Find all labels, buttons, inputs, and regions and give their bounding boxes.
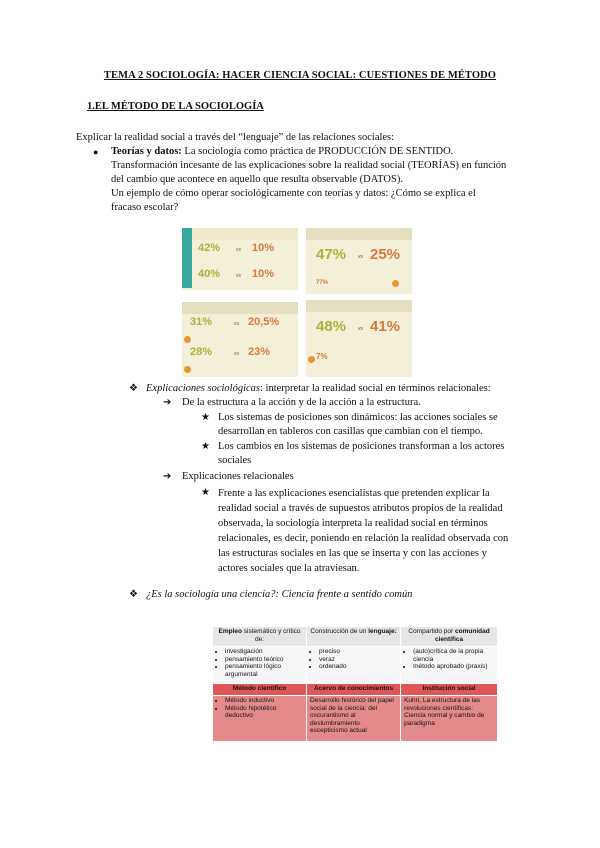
star-item <box>218 486 538 576</box>
stat-value: 42% <box>198 242 221 254</box>
list-item: • veraz <box>319 656 397 664</box>
list-item: • método aprobado (praxis) <box>413 663 494 671</box>
question-line: ¿Es la sociología una ciencia?: Ciencia frente a sentido común <box>146 589 413 600</box>
stat-value: 10% <box>252 268 275 280</box>
stat-value: 10% <box>252 242 275 254</box>
header-pre: Compartido por <box>408 628 456 635</box>
star-item <box>218 440 518 468</box>
arrow-bullet-icon: ➔ <box>163 471 172 482</box>
list-item: • investigación <box>225 648 303 656</box>
table-header-cell: Método científico <box>213 684 307 696</box>
star-line: las estructuras sociales en las que se inserta y con las acciones y <box>218 548 487 559</box>
header-bold: comunidad científica <box>434 628 490 643</box>
stat-value: 47% <box>316 246 347 263</box>
star-line: Los cambios en los sistemas de posiciones transforman a los actores <box>218 441 505 452</box>
bullet-line: del cambio que acontece en aquello que resulta observable (DATOS). <box>111 174 403 185</box>
panel-header <box>192 228 298 240</box>
table-cell <box>307 647 401 684</box>
intro-text: Explicar la realidad social a través del “lenguaje” de las relaciones sociales: <box>76 132 395 143</box>
vs-label: vs <box>358 254 363 260</box>
infographic-panel <box>306 300 412 377</box>
bullet-text: La sociología como práctica de PRODUCCIÓN DE SENTIDO. <box>181 146 454 157</box>
table-cell: Kuhn, La estructura de las revoluciones científicas: Ciencia normal y cambio de paradigma <box>401 696 498 742</box>
star-bullet-icon: ★ <box>201 487 210 498</box>
table-header-cell <box>401 627 498 647</box>
alert-icon <box>184 336 191 343</box>
header-bold: Empleo <box>218 628 242 635</box>
star-line: actores sociales que la atraviesan. <box>218 563 360 574</box>
star-line: Frente a las explicaciones esencialistas que pretenden explicar la <box>218 488 490 499</box>
infographic-image <box>176 228 412 377</box>
stat-value: 40% <box>198 268 221 280</box>
diamond-bullet-icon: ❖ <box>129 383 138 394</box>
list-item: • preciso <box>319 648 397 656</box>
list-item: • Método hipotético deductivo <box>225 705 303 720</box>
table-row <box>213 696 498 742</box>
vs-label: vs <box>234 321 239 327</box>
arrow-item: Explicaciones relacionales <box>182 471 294 482</box>
star-line: relacionales, es decir, poniendo en relación la realidad observada con <box>218 533 509 544</box>
table-cell <box>213 696 307 742</box>
star-bullet-icon: ★ <box>201 412 210 423</box>
explicaciones-label: Explicaciones sociológicas <box>146 383 261 394</box>
list-item: • pensamiento teórico <box>225 656 303 664</box>
stat-value: 7% <box>316 352 328 361</box>
panel-sidebar <box>182 228 192 288</box>
table-cell <box>213 647 307 684</box>
infographic-panel <box>182 228 298 290</box>
bullet-line: Un ejemplo de cómo operar sociológicamente con teorías y datos: ¿Cómo se explica el <box>111 188 476 199</box>
stat-value: 77% <box>316 280 329 286</box>
arrow-item: De la estructura a la acción y de la acción a la estructura. <box>182 397 421 408</box>
star-line: sociales <box>218 455 252 466</box>
table-header-cell: Institución social <box>401 684 498 696</box>
science-table <box>212 626 498 742</box>
vs-label: vs <box>234 351 239 357</box>
section-heading: 1.EL MÉTODO DE LA SOCIOLOGÍA <box>87 101 264 112</box>
vs-label: vs <box>236 273 241 279</box>
bullet-teorias <box>111 145 511 215</box>
diamond-bullet-icon: ❖ <box>129 589 138 600</box>
stat-value: 48% <box>316 318 347 335</box>
infographic-panel <box>182 302 298 377</box>
table-header-cell <box>213 627 307 647</box>
bullet-label: Teorías y datos: <box>111 146 182 157</box>
star-item <box>218 411 518 439</box>
star-line: observada, la sociología interpreta la realidad social en términos <box>218 518 488 529</box>
explicaciones-text: : interpretar la realidad social en términos relacionales: <box>260 383 491 394</box>
table-header-cell: Acervo de conocimientos <box>307 684 401 696</box>
list-item: • (auto)crítica de la propia ciencia <box>413 648 494 663</box>
stat-value: 31% <box>190 316 213 328</box>
header-bold: lenguaje: <box>368 628 397 635</box>
star-line: realidad social a través de supuestos atributos propios de la realidad <box>218 503 503 514</box>
stat-value: 28% <box>190 346 213 358</box>
list-item: • Método inductivo <box>225 697 303 705</box>
panel-header <box>182 302 298 314</box>
list-item: • ordenado <box>319 663 397 671</box>
table-row <box>213 647 498 684</box>
table-header-cell <box>307 627 401 647</box>
alert-icon <box>308 356 315 363</box>
alert-icon <box>184 366 191 373</box>
star-bullet-icon: ★ <box>201 441 210 452</box>
vs-label: vs <box>358 326 363 332</box>
infographic-panel <box>306 228 412 294</box>
bullet-line: Transformación incesante de las explicaciones sobre la realidad social (TEORÍAS) en función <box>111 160 507 171</box>
header-pre: Construcción de un <box>310 628 369 635</box>
alert-icon <box>392 280 399 287</box>
table-header-row <box>213 684 498 696</box>
table-cell: Desarrollo histórico del papel social de la ciencia: del oscurantismo al deslumbramiento escepticismo actual <box>307 696 401 742</box>
bullet-dot-icon: ● <box>93 147 99 157</box>
star-line: Los sistemas de posiciones son dinámicos: las acciones sociales se <box>218 412 498 423</box>
list-item: • pensamiento lógico argumental <box>225 663 303 678</box>
stat-value: 25% <box>370 246 401 263</box>
explicaciones-line <box>146 382 491 396</box>
bullet-line: fracaso escolar? <box>111 202 179 213</box>
stat-value: 20,5% <box>248 316 280 328</box>
panel-header <box>306 300 412 312</box>
header-rest: sistemático y crítico de: <box>242 628 301 643</box>
page-title: TEMA 2 SOCIOLOGÍA: HACER CIENCIA SOCIAL: CUESTIONES DE MÉTODO <box>103 70 497 81</box>
stat-value: 41% <box>370 318 401 335</box>
vs-label: vs <box>236 247 241 253</box>
stat-value: 23% <box>248 346 271 358</box>
arrow-bullet-icon: ➔ <box>163 397 172 408</box>
table-cell <box>401 647 498 684</box>
panel-header <box>306 228 412 240</box>
table-header-row <box>213 627 498 647</box>
star-line: desarrollan en tableros con casillas que cambian con el tiempo. <box>218 426 483 437</box>
